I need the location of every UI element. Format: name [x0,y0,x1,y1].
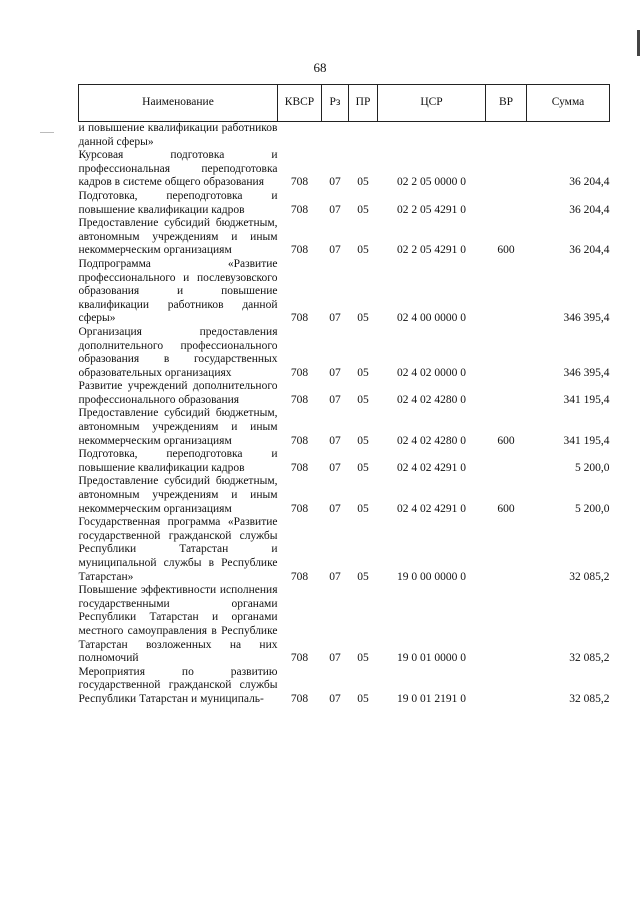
row-name: Подготовка, переподготовка и повышение квалификации кадров [78,189,278,216]
row-kvsr: 708 [290,461,309,474]
row-vr [486,258,527,326]
row-rz: 07 [329,244,341,257]
row-kvsr: 708 [290,366,309,379]
header-csr: ЦСР [378,85,486,122]
row-pr: 05 [357,652,369,665]
table-row [79,149,610,190]
row-rz: 07 [329,393,341,406]
row-kvsr: 708 [290,203,309,216]
row-vr [486,149,527,190]
table-row [79,516,610,584]
row-pr: 05 [357,176,369,189]
row-sum: 32 085,2 [569,692,610,705]
row-name: Организация предоставления дополнительного профессионального образования в государственных образовательных организациях [78,325,278,379]
row-vr [486,516,527,584]
row-rz: 07 [329,570,341,583]
row-vr [486,666,527,707]
row-vr: 600 [497,434,515,447]
row-pr: 05 [357,366,369,379]
row-sum: 36 204,4 [569,203,610,216]
row-kvsr: 708 [290,570,309,583]
row-sum: 36 204,4 [569,244,610,257]
row-csr: 02 4 02 4291 0 [397,461,466,474]
row-name: Мероприятия по развитию государственной гражданской службы Республики Татарстан и муниципаль- [78,665,278,705]
table-row [79,448,610,475]
row-rz: 07 [329,312,341,325]
row-sum: 5 200,0 [575,461,610,474]
row-kvsr: 708 [290,176,309,189]
row-name: Повышение эффективности исполнения государственными органами Республики Татарстан и органами местного самоуправления в Республике Татарстан возложенных на них полномочий [78,584,278,665]
row-kvsr: 708 [290,434,309,447]
row-name: Развитие учреждений дополнительного профессионального образования [78,380,278,406]
row-csr [378,122,486,150]
table-row [79,380,610,407]
row-vr: 600 [497,502,515,515]
row-csr: 02 4 02 4280 0 [397,434,466,447]
row-rz: 07 [329,502,341,515]
row-kvsr: 708 [290,652,309,665]
table-row [79,326,610,380]
row-csr: 19 0 01 2191 0 [397,692,466,705]
row-name: Подпрограмма «Развитие профессионального и послевузовского образования и повышение квалификации работников данной сферы» [78,257,278,325]
row-sum: 32 085,2 [569,652,610,665]
row-csr: 02 2 05 0000 0 [397,176,466,189]
row-sum: 341 195,4 [563,434,610,447]
row-csr: 02 2 05 4291 0 [397,203,466,216]
row-kvsr: 708 [290,244,309,257]
row-pr [349,122,378,150]
row-sum: 5 200,0 [575,502,610,515]
row-rz: 07 [329,434,341,447]
scan-margin-mark [40,132,54,133]
row-vr [486,448,527,475]
row-pr: 05 [357,203,369,216]
row-name: Предоставление субсидий бюджетным, автономным учреждениям и иным некоммерческим организациям [78,475,278,515]
row-pr: 05 [357,570,369,583]
row-sum: 346 395,4 [563,366,610,379]
row-name: Государственная программа «Развитие государственной гражданской службы Республики Татарстан и муниципальной службы в Республике Татарстан» [78,516,278,583]
row-vr [486,190,527,217]
row-csr: 19 0 00 0000 0 [397,570,466,583]
row-pr: 05 [357,244,369,257]
row-kvsr: 708 [290,502,309,515]
row-csr: 19 0 01 0000 0 [397,652,466,665]
table-row [79,190,610,217]
row-kvsr: 708 [290,692,309,705]
row-kvsr: 708 [290,393,309,406]
row-name: Подготовка, переподготовка и повышение квалификации кадров [78,448,278,474]
row-vr [486,584,527,666]
row-name: Предоставление субсидий бюджетным, автономным учреждениям и иным некоммерческим организациям [78,407,278,447]
row-csr: 02 4 02 4291 0 [397,502,466,515]
header-vr: ВР [486,85,527,122]
row-csr: 02 4 02 4280 0 [397,393,466,406]
row-name: и повышение квалификации работников данной сферы» [78,122,278,148]
table-header-row [79,85,610,122]
table-row [79,122,610,150]
header-sum: Сумма [527,85,610,122]
table-row [79,258,610,326]
row-name: Курсовая подготовка и профессиональная переподготовка кадров в системе общего образования [78,149,278,189]
row-sum: 341 195,4 [563,393,610,406]
header-name: Наименование [79,85,278,122]
row-vr [486,122,527,150]
row-rz: 07 [329,203,341,216]
row-pr: 05 [357,692,369,705]
row-pr: 05 [357,461,369,474]
row-sum [527,122,610,150]
header-pr: ПР [349,85,378,122]
table-row [79,217,610,258]
row-pr: 05 [357,502,369,515]
row-pr: 05 [357,434,369,447]
table-row [79,666,610,707]
budget-table [78,84,610,707]
row-pr: 05 [357,393,369,406]
row-csr: 02 4 02 0000 0 [397,366,466,379]
table-row [79,407,610,448]
row-name: Предоставление субсидий бюджетным, автономным учреждениям и иным некоммерческим организациям [78,217,278,257]
row-sum: 32 085,2 [569,570,610,583]
row-sum: 36 204,4 [569,176,610,189]
row-rz [322,122,349,150]
table-row [79,475,610,516]
row-pr: 05 [357,312,369,325]
row-rz: 07 [329,461,341,474]
row-kvsr [278,122,322,150]
row-rz: 07 [329,366,341,379]
row-vr [486,380,527,407]
row-csr: 02 2 05 4291 0 [397,244,466,257]
row-rz: 07 [329,176,341,189]
row-rz: 07 [329,652,341,665]
row-kvsr: 708 [290,312,309,325]
row-csr: 02 4 00 0000 0 [397,312,466,325]
row-vr: 600 [497,244,515,257]
header-rz: Рз [322,85,349,122]
row-sum: 346 395,4 [563,312,610,325]
header-kvsr: КВСР [278,85,322,122]
row-vr [486,326,527,380]
row-rz: 07 [329,692,341,705]
page-number: 68 [313,60,327,75]
table-row [79,584,610,666]
